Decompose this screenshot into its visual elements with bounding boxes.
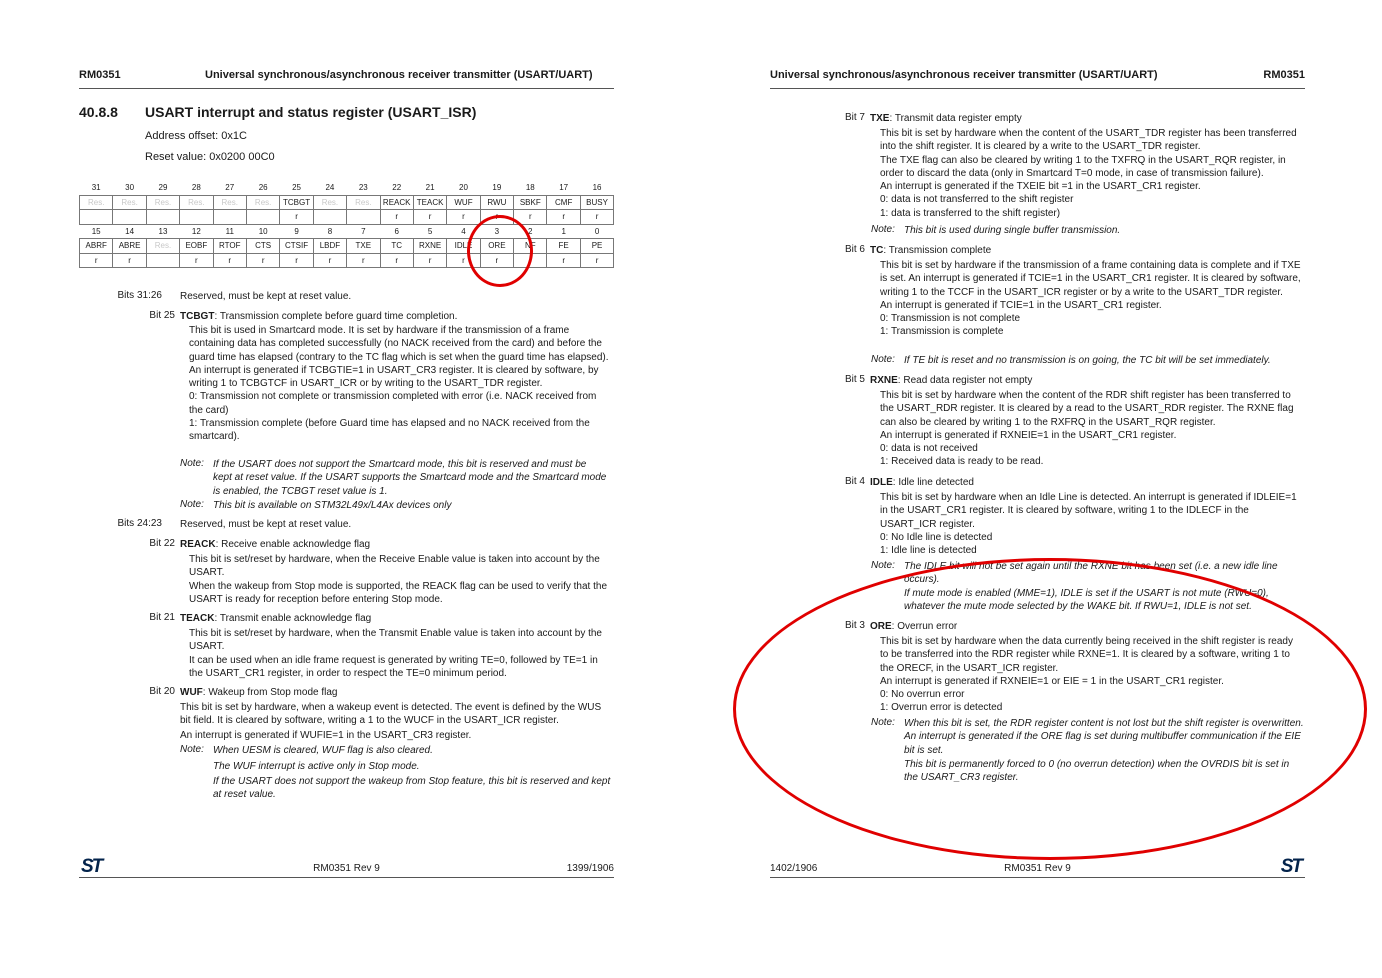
bit7-name: TXE: [870, 113, 890, 124]
bit7-p5: 1: data is transferred to the shift register): [880, 207, 1061, 219]
register-bit-number: 11: [225, 226, 234, 236]
register-bit-number: 17: [559, 183, 569, 193]
bit21-title: TEACK: Transmit enable acknowledge flag: [180, 613, 372, 624]
bits-24-23-label: Bits 24:23: [117, 518, 162, 529]
register-access: [146, 210, 179, 225]
bit6-note-label: Note:: [871, 354, 895, 365]
footer-rev: RM0351 Rev 9: [313, 863, 380, 874]
register-access: r: [514, 210, 547, 225]
bit5-p2: An interrupt is generated if RXNEIE=1 in the USART_CR1 register.: [880, 429, 1177, 441]
register-field: TXE: [347, 239, 380, 254]
left-page: [79, 0, 614, 978]
register-field: TC: [380, 239, 413, 254]
register-bit-number: 15: [91, 226, 101, 236]
bit25-p4: 1: Transmission complete (before Guard time has elapsed and no NACK received from the smartcard).: [189, 418, 590, 443]
register-field: Res.: [146, 195, 179, 210]
register-field: Res.: [347, 195, 380, 210]
bit7-label: Bit 7: [844, 112, 865, 123]
register-access: [180, 210, 213, 225]
bit4-note2: If mute mode is enabled (MME=1), IDLE is set if the USART is not mute (RWU=0), whatever the mute mode selected by the WAKE bit. If RWU=1, IDLE is not set.: [904, 588, 1269, 613]
bit6-desc: [880, 259, 1304, 339]
bit3-p1: This bit is set by hardware when the data currently being received in the shift register is ready to be transferred into the RDR register while RXNE=1. It is cleared by a software, writing 1 to the ORECF, in the USART_ICR register.: [880, 636, 1293, 674]
bit6-p3: 0: Transmission is not complete: [880, 313, 1021, 325]
bit3-note-label: Note:: [871, 717, 895, 728]
register-access: r: [413, 253, 446, 268]
register-bit-number: 26: [258, 183, 268, 193]
bit6-label: Bit 6: [844, 244, 865, 255]
bit22-title: REACK: Receive enable acknowledge flag: [180, 539, 371, 550]
register-bit-number: 27: [225, 183, 235, 193]
bit7-p4: 0: data is not transferred to the shift register: [880, 194, 1074, 206]
register-bit-number: 31: [91, 183, 101, 193]
register-bit-number: 21: [425, 183, 435, 193]
register-field: Res.: [213, 195, 246, 210]
register-field: CTSIF: [280, 239, 313, 254]
bit22-p2: When the wakeup from Stop mode is supported, the REACK flag can be used to verify that the USART is ready for reception before entering Stop mode.: [189, 580, 608, 605]
bit20-label: Bit 20: [149, 686, 175, 697]
register-bit-number: 29: [158, 183, 168, 193]
bits-24-23-text: Reserved, must be kept at reset value.: [180, 519, 352, 530]
bit20-note2: The WUF interrupt is active only in Stop mode.: [213, 761, 420, 772]
bit5-p3: 0: data is not received: [880, 443, 978, 455]
register-access: r: [547, 210, 580, 225]
bit4-note1: The IDLE bit will not be set again until the RXNE bit has been set (i.e. a new idle line occurs).: [904, 561, 1278, 586]
bit6-p2: An interrupt is generated if TCIE=1 in the USART_CR1 register.: [880, 299, 1162, 311]
register-field: BUSY: [580, 195, 613, 210]
register-access: [347, 210, 380, 225]
bit7-p2: The TXE flag can also be cleared by writing 1 to the TXFRQ in the USART_RQR register, in order to discard the data (only in Smartcard T=0 mode, in case of transmission failure).: [880, 154, 1286, 179]
register-bit-number: 1: [561, 226, 566, 236]
register-bit-number: 4: [461, 226, 466, 236]
register-bit-number: 19: [492, 183, 502, 193]
register-field: ABRF: [80, 239, 113, 254]
bit6-note1: If TE bit is reset and no transmission is on going, the TC bit will be set immediately.: [904, 355, 1271, 366]
register-access: r: [80, 253, 113, 268]
register-field: RXNE: [413, 239, 446, 254]
bit22-name: REACK: [180, 539, 216, 550]
register-bit-number: 5: [427, 226, 433, 236]
register-access: r: [280, 253, 313, 268]
bit7-desc: [880, 127, 1304, 220]
bit7-note1: This bit is used during single buffer transmission.: [904, 225, 1121, 236]
bit25-title: TCBGT: Transmission complete before guard time completion.: [180, 311, 458, 322]
bit3-label: Bit 3: [844, 620, 865, 631]
bit22-p1: This bit is set/reset by hardware, when the Receive Enable value is taken into account by the USART.: [189, 554, 600, 579]
bit5-title: RXNE: Read data register not empty: [870, 375, 1033, 386]
bit21-p2: It can be used when an idle frame request is generated by writing TE=0, followed by TE=1 in the USART_CR1 register, in order to respect the TE=0 minimum period.: [189, 654, 598, 679]
register-bit-number: 0: [594, 226, 600, 236]
register-field: CMF: [547, 195, 580, 210]
register-bit-number: 18: [525, 183, 535, 193]
register-field: CTS: [246, 239, 279, 254]
bit4-name: IDLE: [870, 477, 893, 488]
register-bit-number: 20: [459, 183, 468, 193]
register-access: r: [213, 253, 246, 268]
section-title: USART interrupt and status register (USART_ISR): [145, 104, 477, 120]
page-number: 1402/1906: [770, 863, 818, 874]
bit25-p1: This bit is used in Smartcard mode. It is set by hardware if the transmission of a frame containing data has completed successfully (no NACK received from the card) and before the guard time has elapsed (contrary to the TC flag which is set when the guard time has elapsed).: [189, 325, 609, 363]
bit25-note-label: Note:: [180, 458, 204, 469]
bit25-desc: [189, 324, 613, 444]
register-field: RWU: [480, 195, 513, 210]
register-access: r: [447, 253, 480, 268]
register-access: r: [480, 253, 513, 268]
register-access: r: [514, 253, 547, 268]
bit4-p1: This bit is set by hardware when an Idle Line is detected. An interrupt is generated if IDLEIE=1 in the USART_CR1 register. It is cleared by software, writing 1 to the IDLECF in the USART_ICR register.: [880, 492, 1297, 530]
register-field: TCBGT: [280, 195, 313, 210]
bit20-p1: This bit is set by hardware, when a wakeup event is detected. The event is defined by the WUS bit field. It is cleared by software, writing a 1 to the WUCF in the USART_ICR register.: [180, 702, 602, 727]
reset-value: Reset value: 0x0200 00C0: [145, 151, 275, 163]
bit25-note2: This bit is available on STM32L49x/L4Ax devices only: [213, 500, 452, 511]
register-bit-number: 6: [394, 226, 399, 236]
bit22-desc: [189, 553, 613, 606]
bit3-note1: When this bit is set, the RDR register content is not lost but the shift register is overwritten. An interrupt is generated if the ORE flag is set during multibuffer communication if the EIE bit is set.: [904, 718, 1304, 756]
address-offset: Address offset: 0x1C: [145, 130, 247, 142]
bit20-note-label: Note:: [180, 744, 204, 755]
bit6-title: TC: Transmission complete: [870, 245, 992, 256]
register-bit-number: 10: [258, 226, 268, 236]
register-bit-number: 24: [325, 183, 335, 193]
bit4-title: IDLE: Idle line detected: [870, 477, 974, 488]
register-field: EOBF: [180, 239, 213, 254]
bit3-p2: An interrupt is generated if RXNEIE=1 or EIE = 1 in the USART_CR1 register.: [880, 675, 1224, 687]
register-field: LBDF: [313, 239, 346, 254]
register-field: SBKF: [514, 195, 547, 210]
register-access: r: [447, 210, 480, 225]
register-access: r: [580, 253, 613, 268]
bit25-p3: 0: Transmission not complete or transmission completed with error (i.e. NACK received from the card): [189, 391, 597, 416]
header-title: Universal synchronous/asynchronous receiver transmitter (USART/UART): [770, 69, 1158, 81]
bit5-desc: [880, 389, 1304, 469]
bit7-note-label: Note:: [871, 224, 895, 235]
register-field: Res.: [113, 195, 146, 210]
bit25-p2: An interrupt is generated if TCBGTIE=1 in USART_CR3 register. It is cleared by software, by writing 1 to TCBGTCF in USART_ICR or by writing to the USART_TDR register.: [189, 364, 599, 390]
register-access: r: [480, 210, 513, 225]
register-access: r: [380, 210, 413, 225]
register-access: r: [246, 253, 279, 268]
register-field: IDLE: [447, 239, 480, 254]
bit20-note3: If the USART does not support the wakeup from Stop feature, this bit is reserved and kept at reset value.: [213, 776, 611, 801]
bit3-name: ORE: [870, 621, 892, 632]
register-bit-number: 12: [191, 226, 201, 236]
bits-31-26-text: Reserved, must be kept at reset value.: [180, 291, 352, 302]
register-field: Res.: [80, 195, 113, 210]
bit25-label: Bit 25: [149, 310, 175, 321]
page-header: [79, 68, 614, 89]
register-field: Res.: [146, 239, 179, 254]
page-number: 1399/1906: [566, 863, 614, 874]
register-bit-number: 14: [125, 226, 135, 236]
register-bit-number: 7: [361, 226, 366, 236]
register-access: r: [280, 210, 313, 225]
bit25-note2-label: Note:: [180, 499, 204, 510]
register-access: [213, 210, 246, 225]
bit4-label: Bit 4: [844, 476, 865, 487]
bit5-p1: This bit is set by hardware when the content of the RDR shift register has been transferred to the USART_RDR register. It is cleared by a read to the USART_RDR register. The RXNE flag can also be cleared by writing 1 to the RXFRQ in the USART_RQR register.: [880, 390, 1294, 428]
register-access: r: [380, 253, 413, 268]
register-field: Res.: [246, 195, 279, 210]
bit7-title: TXE: Transmit data register empty: [870, 113, 1022, 124]
register-field: Res.: [180, 195, 213, 210]
register-field: NF: [514, 239, 547, 254]
register-access: r: [580, 210, 613, 225]
register-bit-number: 16: [592, 183, 602, 193]
st-logo: ST: [1280, 856, 1301, 877]
bit25-name: TCBGT: [180, 311, 215, 322]
register-bit-number: 23: [358, 183, 368, 193]
register-access: r: [547, 253, 580, 268]
bit4-desc: [880, 491, 1304, 557]
register-bit-number: 25: [292, 183, 301, 193]
section-number: 40.8.8: [79, 104, 118, 120]
bit5-p4: 1: Received data is ready to be read.: [880, 456, 1044, 468]
register-access: r: [413, 210, 446, 225]
register-access: [313, 210, 346, 225]
bit4-p2: 0: No Idle line is detected: [880, 531, 993, 543]
register-field: ORE: [480, 239, 513, 254]
bit3-p4: 1: Overrun error is detected: [880, 702, 1003, 714]
doc-id: RM0351: [79, 69, 121, 81]
register-bit-number: 3: [494, 226, 500, 236]
register-access: [80, 210, 113, 225]
register-field: FE: [547, 239, 580, 254]
register-field: RTOF: [213, 239, 246, 254]
bit6-p1: This bit is set by hardware if the transmission of a frame containing data is complete and if TXE is set. An interrupt is generated if TCIE=1 in the USART_CR1 register. It is cleared by software, writing 1 to the TCCF in the USART_ICR register or by a write to the USART_TDR register.: [880, 260, 1301, 298]
register-bit-number: 2: [528, 226, 533, 236]
bit21-desc: [189, 627, 613, 680]
bits-31-26-label: Bits 31:26: [117, 290, 162, 301]
bit5-name: RXNE: [870, 375, 898, 386]
bit3-note2: This bit is permanently forced to 0 (no overrun detection) when the OVRDIS bit is set in the USART_CR3 register.: [904, 759, 1290, 784]
register-access: r: [347, 253, 380, 268]
bit3-p3: 0: No overrun error: [880, 689, 965, 701]
bit20-name: WUF: [180, 687, 203, 698]
register-bit-number: 8: [327, 226, 333, 236]
register-access: [113, 210, 146, 225]
register-field: REACK: [380, 195, 413, 210]
register-access: r: [113, 253, 146, 268]
bit6-name: TC: [870, 245, 884, 256]
register-map: [79, 181, 614, 268]
bit4-p3: 1: Idle line is detected: [880, 545, 977, 557]
bit21-name: TEACK: [180, 613, 215, 624]
register-access: r: [180, 253, 213, 268]
page-footer: [79, 856, 614, 878]
bit20-title: WUF: Wakeup from Stop mode flag: [180, 687, 338, 698]
header-title: Universal synchronous/asynchronous receiver transmitter (USART/UART): [205, 69, 593, 81]
register-field: TEACK: [413, 195, 446, 210]
bit4-note-label: Note:: [871, 560, 895, 571]
register-access: [246, 210, 279, 225]
bit7-p1: This bit is set by hardware when the content of the USART_TDR register has been transferred into the shift register. It is cleared by a write to the USART_TDR register.: [880, 128, 1297, 153]
register-field: ABRE: [113, 239, 146, 254]
bit22-label: Bit 22: [149, 538, 175, 549]
bit3-desc: [880, 635, 1304, 715]
register-bit-number: 9: [294, 226, 299, 236]
register-bit-number: 28: [191, 183, 201, 193]
register-bit-number: 30: [125, 183, 135, 193]
bit3-title: ORE: Overrun error: [870, 621, 958, 632]
register-access: r: [313, 253, 346, 268]
bit5-label: Bit 5: [844, 374, 865, 385]
bit20-p2: An interrupt is generated if WUFIE=1 in the USART_CR3 register.: [180, 730, 472, 741]
bit25-note1: If the USART does not support the Smartcard mode, this bit is reserved and must be kept at reset value. If the USART supports the Smartcard mode and the Smartcard mode is enabled, the TCBGT reset value is 1.: [213, 459, 607, 497]
register-field: WUF: [447, 195, 480, 210]
right-page: [770, 0, 1305, 978]
bit21-p1: This bit is set/reset by hardware, when the Transmit Enable value is taken into account by the USART.: [189, 628, 602, 653]
bit21-label: Bit 21: [149, 612, 175, 623]
bit6-p4: 1: Transmission is complete: [880, 326, 1004, 338]
page-header: [770, 68, 1305, 89]
register-access: [146, 253, 179, 268]
footer-rev: RM0351 Rev 9: [1004, 863, 1071, 874]
page-footer: [770, 856, 1305, 878]
register-bit-number: 13: [158, 226, 168, 236]
bit20-note1: When UESM is cleared, WUF flag is also cleared.: [213, 745, 433, 756]
register-bit-number: 22: [392, 183, 402, 193]
st-logo: ST: [81, 856, 102, 877]
register-field: Res.: [313, 195, 346, 210]
doc-id: RM0351: [1263, 69, 1305, 81]
register-field: PE: [580, 239, 613, 254]
bit7-p3: An interrupt is generated if the TXEIE bit =1 in the USART_CR1 register.: [880, 181, 1201, 193]
